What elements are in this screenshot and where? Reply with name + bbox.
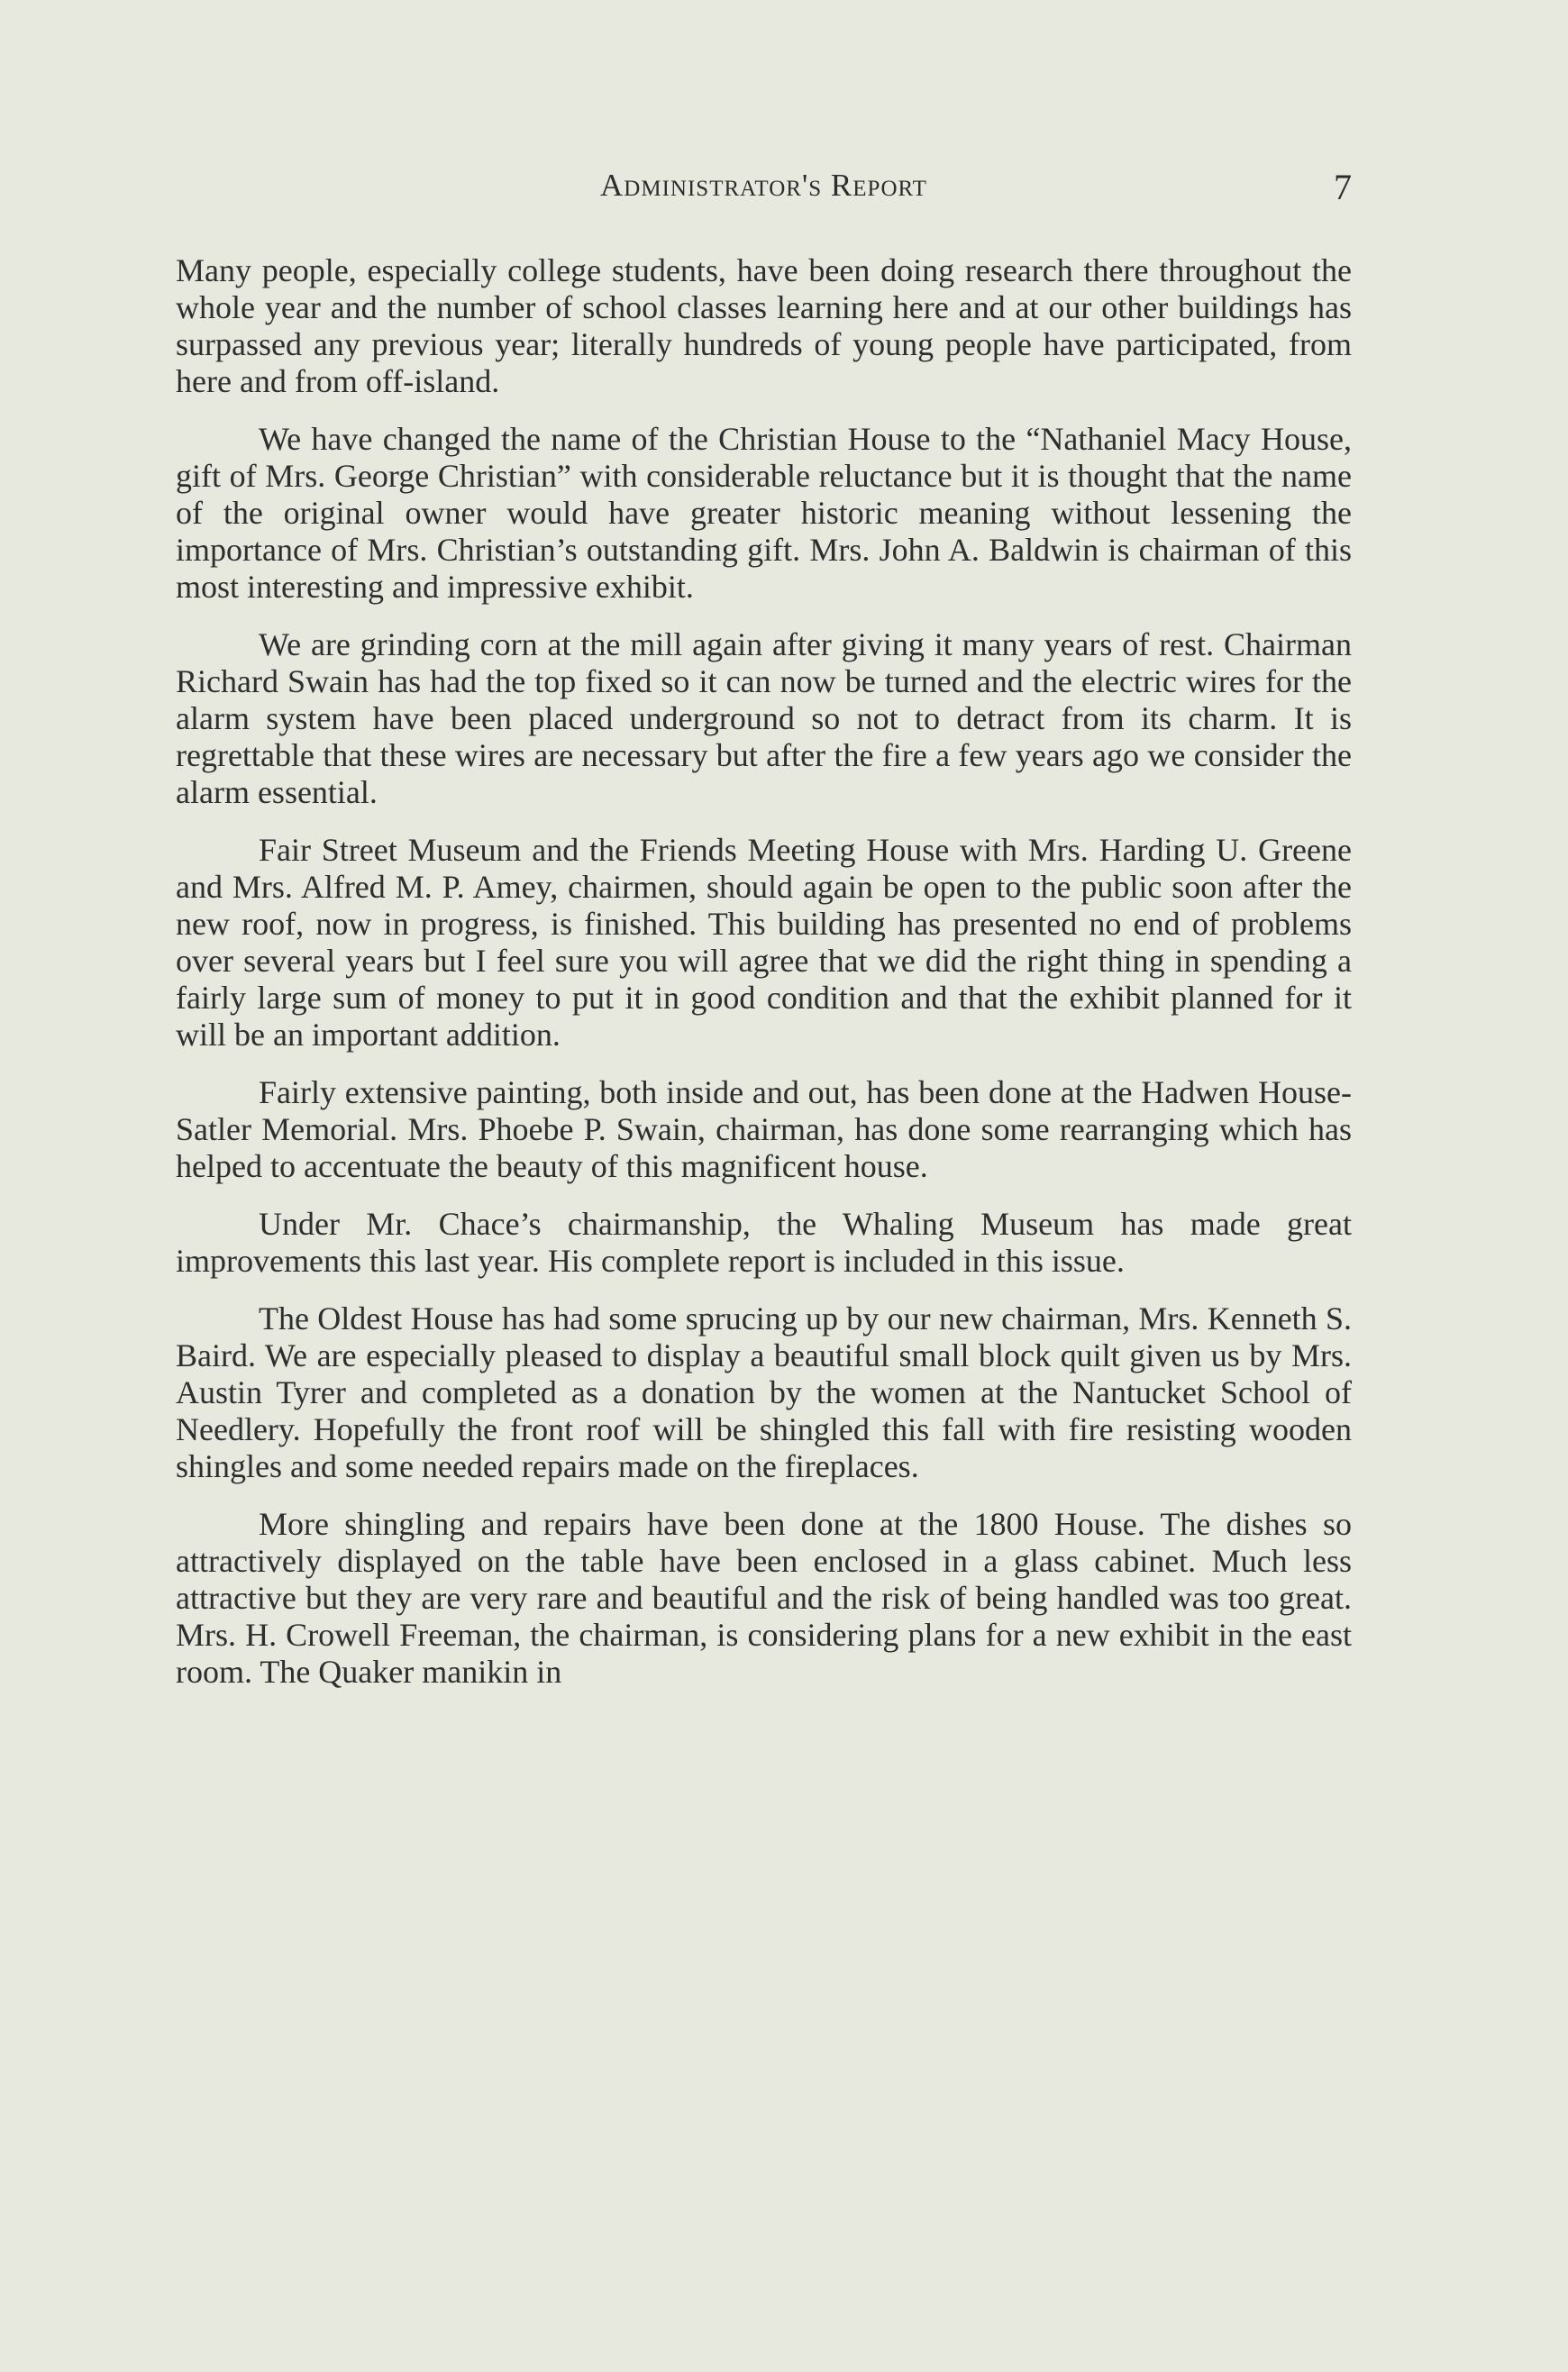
paragraph: Many people, especially college students, have been doing research there throughout the whole year and the number of school classes learning here and at our other buildings has surpassed any previous year; literally hundreds of young people have participated, from here and from off-island. [176,252,1352,399]
paragraph: We are grinding corn at the mill again after giving it many years of rest. Chairman Richard Swain has had the top fixed so it can now be turned and the electric wires for the alarm system have been placed underground so not to detract from its charm. It is regrettable that these wires are necessary but after the fire a few years ago we consider the alarm essential. [176,626,1352,810]
paragraph: Fair Street Museum and the Friends Meeting House with Mrs. Harding U. Greene and Mrs. Alfred M. P. Amey, chairmen, should again be open to the public soon after the new roof, now in progress, is finished. This building has presented no end of problems over several years but I feel sure you will agree that we did the right thing in spending a fairly large sum of money to put it in good condition and that the exhibit planned for it will be an important addition. [176,832,1352,1053]
report-body [176,252,1352,1711]
running-title: Administrator's Report [600,168,927,203]
paragraph: More shingling and repairs have been done at the 1800 House. The dishes so attractively displayed on the table have been enclosed in a glass cabinet. Much less attractive but they are very rare and beautiful and the risk of being handled was too great. Mrs. H. Crowell Freeman, the chairman, is considering plans for a new exhibit in the east room. The Quaker manikin in [176,1506,1352,1690]
paragraph: Under Mr. Chace’s chairmanship, the Whaling Museum has made great improvements this last year. His complete report is included in this issue. [176,1206,1352,1279]
paragraph: Fairly extensive painting, both inside and out, has been done at the Hadwen House-Satler Memorial. Mrs. Phoebe P. Swain, chairman, has done some rearranging which has helped to accentuate the beauty of this magnificent house. [176,1074,1352,1184]
paragraph: The Oldest House has had some sprucing up by our new chairman, Mrs. Kenneth S. Baird. We are especially pleased to display a beautiful small block quilt given us by Mrs. Austin Tyrer and completed as a donation by the women at the Nantucket School of Needlery. Hopefully the front roof will be shingled this fall with fire resisting wooden shingles and some needed repairs made on the fireplaces. [176,1300,1352,1484]
page-number: 7 [1334,167,1352,207]
paragraph: We have changed the name of the Christian House to the “Nathaniel Macy House, gift of Mrs. George Christian” with considerable reluctance but it is thought that the name of the original owner would have greater historic meaning without lessening the importance of Mrs. Christian’s outstanding gift. Mrs. John A. Baldwin is chairman of this most interesting and impressive exhibit. [176,421,1352,605]
page-header [176,168,1352,222]
